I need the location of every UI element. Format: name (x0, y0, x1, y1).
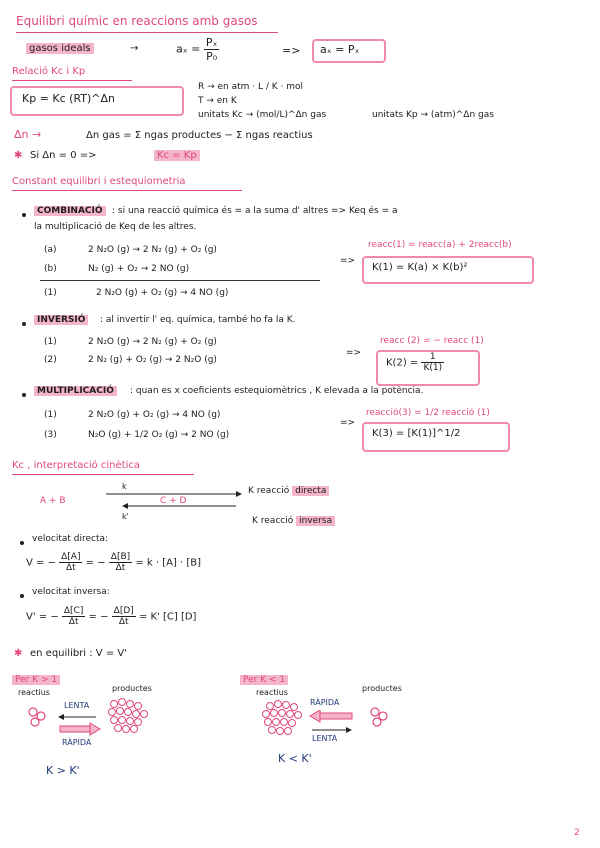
gasos-equation: aₓ = $\frac{\text{Pₓ}}{\text{P₀}}$ (176, 36, 218, 63)
mul-result: K(3) = [K(1)]^1/2 (372, 428, 461, 439)
right-reactius: reactius (256, 688, 288, 697)
gasos-result: aₓ = Pₓ (320, 43, 360, 56)
relacio-heading: Relació Kc i Kp (12, 66, 86, 77)
comb-result: K(1) = K(a) × K(b)² (372, 262, 468, 273)
page-title: Equilibri químic en reaccions amb gasos (16, 14, 258, 28)
right-panel-title: Per K < 1 (240, 675, 288, 685)
left-reactius: reactius (18, 688, 50, 697)
gasos-label: gasos ideals (26, 43, 94, 54)
constant-underline (12, 190, 242, 191)
left-productes: productes (112, 684, 152, 693)
bullet-vel-dir (20, 541, 24, 545)
comb-rb: N₂ (g) + O₂ → 2 NO (g) (88, 264, 190, 274)
comb-r1: 2 N₂O (g) + O₂ (g) → 4 NO (g) (96, 288, 229, 298)
units-r: R → en atm · L / K · mol (198, 82, 304, 92)
right-product-particles (368, 704, 392, 730)
v-equation: V = − $\frac{\Delta[A]}{\Delta t}$ = − $\frac{\Delta[B]}{\Delta t}$ = k · [A] · [B] (26, 552, 202, 573)
right-reactant-particles (258, 698, 308, 742)
mul-r1-label: (1) (44, 410, 57, 420)
comb-divider (40, 280, 320, 281)
bullet-combinacio (22, 213, 26, 217)
inv-result: K(2) = $\frac{1}{K(1)}$ (386, 352, 443, 373)
eq-star: ✱ (14, 648, 23, 659)
kp-formula: Kp = Kc (RT)^Δn (22, 92, 116, 105)
left-bottom-label: RÀPIDA (62, 738, 92, 747)
gasos-implies: => (282, 44, 301, 57)
page-number: 2 (574, 828, 580, 838)
bullet-inversio (22, 322, 26, 326)
constant-heading: Constant equilibri i estequiometria (12, 176, 186, 187)
bullet-vel-inv (20, 594, 24, 598)
combinacio-desc: : si una reacció química és = a la suma d' altres => Keq és = a (112, 206, 398, 216)
k-label: k (122, 482, 127, 491)
comb-ra: 2 N₂O (g) → 2 N₂ (g) + O₂ (g) (88, 245, 217, 255)
relacio-underline (12, 80, 132, 81)
right-arrows (306, 710, 358, 736)
comb-rb-label: (b) (44, 264, 57, 274)
combinacio-desc2: la multiplicació de Keq de les altres. (34, 222, 197, 232)
note-result: Kc = Kp (154, 150, 200, 161)
mul-r3: N₂O (g) + 1/2 O₂ (g) → 2 NO (g) (88, 430, 230, 440)
vp-equation: V' = − $\frac{\Delta[C]}{\Delta t}$ = − $\frac{\Delta[D]}{\Delta t}$ = K' [C] [D] (26, 606, 197, 627)
eq-note: en equilibri : V = V' (30, 648, 127, 659)
right-bottom-label: LENTA (312, 734, 338, 743)
note-star: ✱ (14, 150, 23, 161)
inversio-title: INVERSIÓ (34, 315, 88, 325)
inv-r1: 2 N₂O (g) → 2 N₂ (g) + O₂ (g) (88, 337, 217, 347)
inv-r2-label: (2) (44, 355, 57, 365)
vel-dir-label: velocitat directa: (32, 534, 109, 544)
k-dir-label: K reacció directa (248, 486, 329, 496)
inv-r1-label: (1) (44, 337, 57, 347)
equilibrium-arrows (104, 490, 244, 514)
combinacio-title: COMBINACIÓ (34, 206, 106, 216)
cinetica-underline (12, 474, 194, 475)
multiplicacio-desc: : quan es x coeficients estequiomètrics , K elevada a la potència. (130, 386, 424, 396)
mul-implies: => (340, 418, 356, 428)
comb-implies: => (340, 256, 356, 266)
comb-r1-label: (1) (44, 288, 57, 298)
units-t: T → en K (198, 96, 237, 106)
reaction-rhs: C + D (160, 496, 187, 506)
inv-implies: => (346, 348, 362, 358)
right-result: K < K' (278, 752, 312, 765)
vel-inv-label: velocitat inversa: (32, 587, 110, 597)
left-reactant-particles (26, 704, 50, 730)
title-underline (16, 32, 278, 33)
units-kc: unitats Kc → (mol/L)^Δn gas (198, 110, 327, 120)
delta-label: Δn → (14, 128, 42, 141)
right-productes: productes (362, 684, 402, 693)
inv-r2: 2 N₂ (g) + O₂ (g) → 2 N₂O (g) (88, 355, 217, 365)
left-arrows (56, 712, 106, 736)
comb-relation: reacc(1) = reacc(a) + 2reacc(b) (368, 240, 512, 250)
inv-relation: reacc (2) = − reacc (1) (380, 336, 484, 346)
cinetica-heading: Kc , interpretació cinètica (12, 460, 140, 471)
multiplicacio-title: MULTIPLICACIÓ (34, 386, 117, 396)
reaction-lhs: A + B (40, 496, 66, 506)
mul-r3-label: (3) (44, 430, 57, 440)
units-kp: unitats Kp → (atm)^Δn gas (372, 110, 494, 120)
right-top-label: RÀPIDA (310, 698, 340, 707)
k-inv-label: K reacció inversa (252, 516, 335, 526)
inversio-desc: : al invertir l' eq. química, també ho fa la K. (100, 315, 296, 325)
delta-def: Δn gas = Σ ngas productes − Σ ngas reactius (86, 130, 313, 141)
left-result: K > K' (46, 764, 80, 777)
mul-relation: reacció(3) = 1/2 reacció (1) (366, 408, 490, 418)
gasos-arrow: → (130, 43, 139, 54)
k-prime-label: k' (122, 512, 129, 521)
left-panel-title: Per K > 1 (12, 675, 60, 685)
mul-r1: 2 N₂O (g) + O₂ (g) → 4 NO (g) (88, 410, 221, 420)
left-top-label: LENTA (64, 701, 90, 710)
bullet-multiplicacio (22, 393, 26, 397)
comb-ra-label: (a) (44, 245, 57, 255)
note-text: Si Δn = 0 => (30, 150, 97, 161)
left-product-particles (104, 696, 154, 740)
